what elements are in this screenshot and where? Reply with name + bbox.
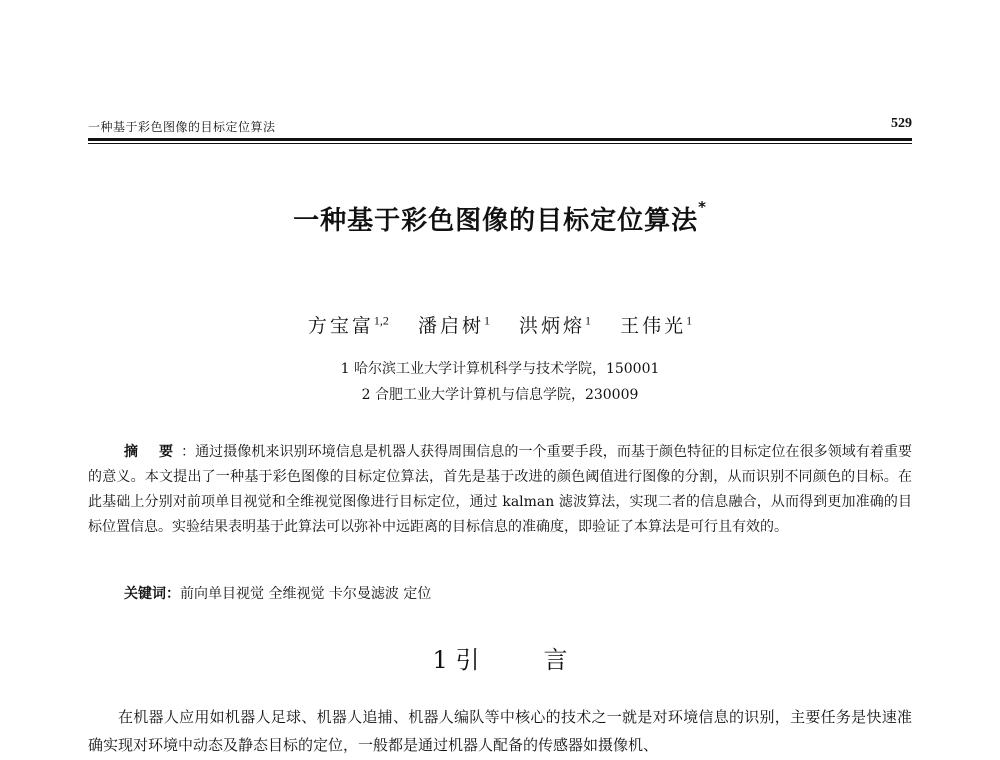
section-title-part2: 言 <box>543 646 568 674</box>
header-rule-thin <box>88 143 912 144</box>
author-name: 潘启树 <box>417 315 484 337</box>
abstract-paragraph <box>88 440 912 540</box>
section-title-part1: 引 <box>455 646 480 674</box>
author-affil-mark: 1 <box>686 313 693 328</box>
affiliation-2: 2 合肥工业大学计算机与信息学院，230009 <box>361 387 639 403</box>
author-name: 洪炳熔 <box>519 315 586 337</box>
author-list <box>0 311 1000 338</box>
abstract <box>88 440 912 540</box>
author-affil-mark: 1 <box>483 313 490 328</box>
section-heading <box>0 640 1000 675</box>
author <box>418 315 490 337</box>
paper-title <box>0 200 1000 237</box>
author-affil-mark: 1,2 <box>373 313 389 328</box>
keywords <box>124 583 431 603</box>
title-footnote-mark: * <box>698 198 707 216</box>
author <box>519 315 591 337</box>
author-affil-mark: 1 <box>585 313 592 328</box>
abstract-colon: ： <box>181 444 196 460</box>
keywords-text: 前向单目视觉 全维视觉 卡尔曼滤波 定位 <box>180 586 432 602</box>
header-rule-thick <box>88 138 912 141</box>
running-header-title: 一种基于彩色图像的目标定位算法 <box>88 120 276 134</box>
abstract-text: 通过摄像机来识别环境信息是机器人获得周围信息的一个重要手段，而基于颜色特征的目标定位在很多领域有着重要的意义。本文提出了一种基于彩色图像的目标定位算法，首先是基于改进的颜色阈值进行图像的分割，从而识别不同颜色的目标。在此基础上分别对前项单目视觉和全维视觉图像进行目标定位，通过 kalman 滤波算法，实现二者的信息融合，从而得到更加准确的目标位置信息。实验结果表明基于此算法可以弥补中远距离的目标信息的准确度，即验证了本算法是可行且有效的。 <box>88 444 913 535</box>
paper-title-text: 一种基于彩色图像的目标定位算法 <box>293 206 699 236</box>
author <box>620 315 692 337</box>
body-text <box>88 703 912 759</box>
affiliation-1: 1 哈尔滨工业大学计算机科学与技术学院，150001 <box>340 361 660 377</box>
page-number: 529 <box>891 116 912 131</box>
author-name: 方宝富 <box>307 315 374 337</box>
author <box>308 315 389 337</box>
abstract-label: 摘 要 <box>124 444 182 460</box>
running-header <box>88 116 912 138</box>
author-name: 王伟光 <box>620 315 687 337</box>
section-number: 1 <box>432 646 448 674</box>
body-paragraph: 在机器人应用如机器人足球、机器人追捕、机器人编队等中核心的技术之一就是对环境信息的识别，主要任务是快速准确实现对环境中动态及静态目标的定位，一般都是通过机器人配备的传感器如摄像机、 <box>88 708 912 754</box>
keywords-label: 关键词： <box>124 586 180 602</box>
